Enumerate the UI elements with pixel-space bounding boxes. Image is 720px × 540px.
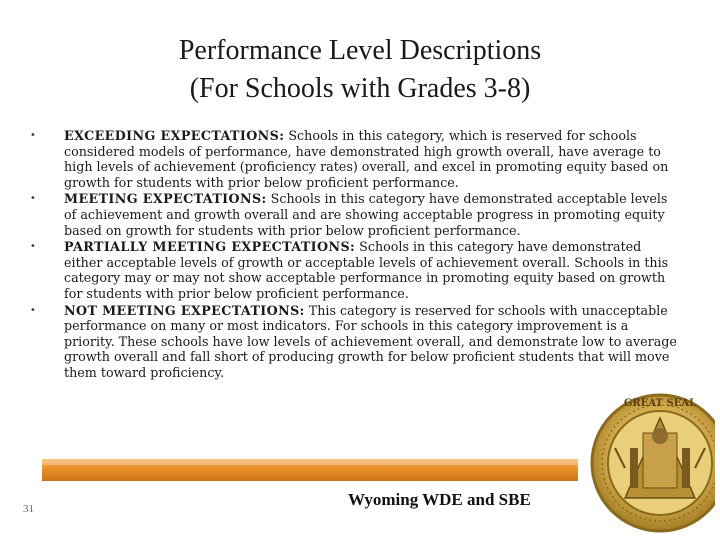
level-label: MEETING EXPECTATIONS: [64,191,267,207]
level-description: Schools in this category have demonstrated acceptable levels of achievement and growth overall and are showing acceptable progress in promoting equity based on growth for students with prior below proficient performance. [64,191,668,238]
bullet-icon: • [30,241,36,253]
page-number: 31 [23,503,34,515]
list-item-exceeding [30,128,680,190]
level-description: Schools in this category, which is reserved for schools considered models of performance, have demonstrated high growth overall, have average to high levels of achievement (proficiency rates) overall, and excel in promoting equity based on growth for students with prior below proficient performance. [64,128,669,190]
list-item-meeting [30,191,680,238]
level-description: Schools in this category have demonstrated either acceptable levels of growth or acceptable levels of achievement overall. Schools in this category may or may not show acceptable performance in promoting equity based on growth for students with prior below proficient performance. [64,239,669,301]
svg-text:GREAT SEAL: GREAT SEAL [623,398,697,409]
level-description: This category is reserved for schools with unacceptable performance on many or most indicators. For schools in this category improvement is a priority. These schools have low levels of achievement overall, and demonstrate low to average growth overall and fall short of producing growth for below proficient students that will move them toward proficiency. [64,302,677,380]
title-line-1: Performance Level Descriptions [178,35,542,66]
level-label: NOT MEETING EXPECTATIONS: [64,302,305,318]
level-label: EXCEEDING EXPECTATIONS: [64,128,285,143]
state-seal-icon [585,378,715,533]
bullet-icon: • [30,193,36,205]
footer-accent-bar [42,459,578,481]
level-label: PARTIALLY MEETING EXPECTATIONS: [64,239,356,255]
title-line-2: (For Schools with Grades 3-8) [189,73,531,104]
slide-title [0,32,720,108]
bullet-icon: • [30,130,36,141]
performance-level-list [30,128,680,382]
footer-text: Wyoming WDE and SBE [348,490,531,509]
list-item-not-meeting [30,303,680,381]
bullet-icon: • [30,304,36,316]
list-item-partially-meeting [30,239,680,301]
